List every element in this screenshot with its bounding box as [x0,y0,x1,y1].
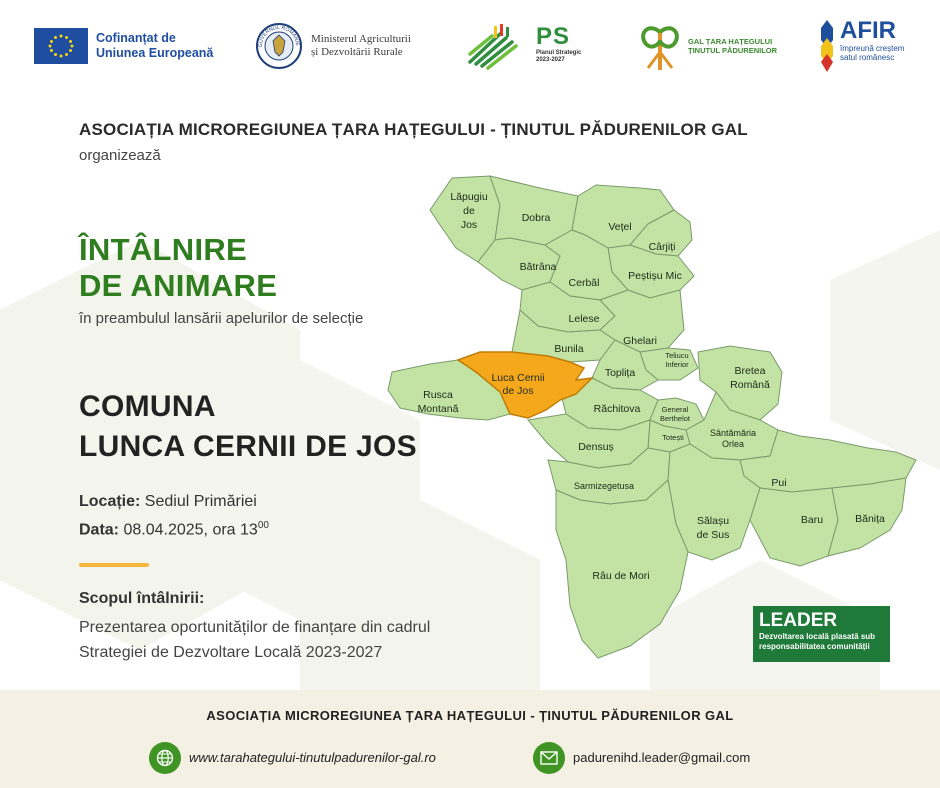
map-label: Sarmizegetusa [573,481,635,491]
organizer-name: ASOCIAȚIA MICROREGIUNEA ȚARA HAȚEGULUI - ȚINUTUL PĂDURENILOR GAL [79,120,748,139]
strategic-plan-mark-icon [466,24,532,70]
ps-sub-line2: 2023-2027 [536,57,565,63]
leader-title: LEADER [759,610,838,631]
footer-title: ASOCIAȚIA MICROREGIUNEA ȚARA HAȚEGULUI - ȚINUTUL PĂDURENILOR GAL [206,708,734,723]
website-link[interactable]: www.tarahategului-tinutulpadurenilor-gal.ro [189,750,436,765]
svg-text:GUVERNUL ROMÂNIEI: GUVERNUL ROMÂNIE [257,24,301,48]
map-label: Bretea [734,365,766,377]
map-label: Densuș [578,441,614,453]
scope-line1: Prezentarea oportunităților de finanțare din cadrul [79,619,431,636]
map-label: Peștișu Mic [628,270,682,282]
map-label: Lelese [568,313,600,325]
eu-logo [34,28,213,64]
map-label: Română [730,379,770,391]
ministry-label-line1: Ministerul Agriculturii [311,33,411,45]
map-label: Răchitova [593,403,641,415]
map-label: Rusca [423,389,453,401]
map-label: Berthelot [659,414,691,423]
map-label: Sălașu [696,515,730,527]
map-label: Jos [460,219,478,231]
map-label: Ghelari [623,335,657,347]
map-label: Montană [417,403,459,415]
event-title [79,232,277,304]
map-label: de Sus [696,529,730,541]
date-sup: 00 [257,520,269,531]
globe-icon [149,742,181,774]
map-region-baru [750,488,838,566]
afir-sub-line1: împreună creștem [840,44,905,53]
location-line [79,493,257,511]
footer [0,690,940,788]
map-label: Luca Cernii [491,372,545,384]
map-label: Râu de Mori [592,570,650,582]
map-label: General [661,405,689,414]
event-title-line2: DE ANIMARE [79,268,278,303]
date-value: 08.04.2025, ora 13 [123,521,258,539]
commune-line2: LUNCA CERNII DE JOS [79,430,417,463]
gal-label-line1: GAL ȚARA HAȚEGULUI [688,37,773,46]
event-title-line1: ÎNTÂLNIRE [79,232,248,267]
scope-line2: Strategiei de Dezvoltare Locală 2023-2027 [79,644,383,661]
date-line [79,520,269,539]
afir-title: AFIR [840,17,896,44]
afir-logo [818,18,904,72]
map-region-rau-de-mori [556,480,688,658]
ps-sub-line1: Planul Strategic [536,50,582,56]
eu-label [96,31,213,61]
map-label: Cerbăl [568,277,600,289]
region-map [380,168,925,673]
eu-label-line2: Uniunea Europeană [96,46,214,60]
map-label: Bunila [554,343,584,355]
map-label: Inferior [665,360,689,369]
government-seal-icon [255,22,303,70]
gal-emblem-icon [638,22,682,70]
map-label: Bănița [855,513,885,525]
gal-label-line2: ȚINUTUL PĂDURENILOR [688,46,778,55]
eu-label-line1: Cofinanțat de [96,31,176,45]
mail-icon [533,742,565,774]
map-label: Baru [800,514,824,526]
map-label: Cârjiți [648,241,676,253]
leader-badge [753,606,890,662]
afir-sub-line2: satul românesc [840,53,895,62]
location-label: Locație: [79,493,141,510]
map-label: de Jos [502,385,534,397]
map-label: Totești [662,433,684,442]
gal-label [688,37,777,55]
ps-title: PS [536,23,571,50]
map-label: de [463,205,475,217]
commune-line1: COMUNA [79,390,216,423]
map-label: Bătrâna [519,261,557,273]
gal-logo [638,22,777,70]
scope-text [79,615,430,665]
map-label: Toplița [604,367,636,379]
date-label: Data: [79,521,120,539]
event-subtitle: în preambulul lansării apelurilor de selecție [79,310,364,327]
map-label: Teliucu [665,351,689,360]
map-label: Vețel [608,221,632,233]
ps-logo [466,24,581,70]
afir-emblem-icon [818,18,836,72]
commune-title [79,387,417,467]
leader-sub-line1: Dezvoltarea locală plasată sub [759,632,876,641]
scope-title: Scopul întâlnirii: [79,590,205,607]
map-label: Lăpugiu [450,191,488,203]
location-value: Sediul Primăriei [144,493,257,510]
logo-strip [0,0,940,100]
email-link[interactable]: padurenihd.leader@gmail.com [573,750,751,765]
map-label: Orlea [721,439,745,449]
map-label: Sântămăria [709,428,757,438]
accent-divider [79,563,149,567]
ministry-label [311,33,411,59]
leader-sub-line2: responsabilitatea comunității [759,642,870,651]
organizer-verb: organizează [79,147,161,164]
map-label: Dobra [521,212,551,224]
map-label: Pui [771,477,787,489]
ministry-label-line2: și Dezvoltării Rurale [311,46,403,58]
ministry-logo [255,22,411,70]
eu-flag-icon [34,28,88,64]
